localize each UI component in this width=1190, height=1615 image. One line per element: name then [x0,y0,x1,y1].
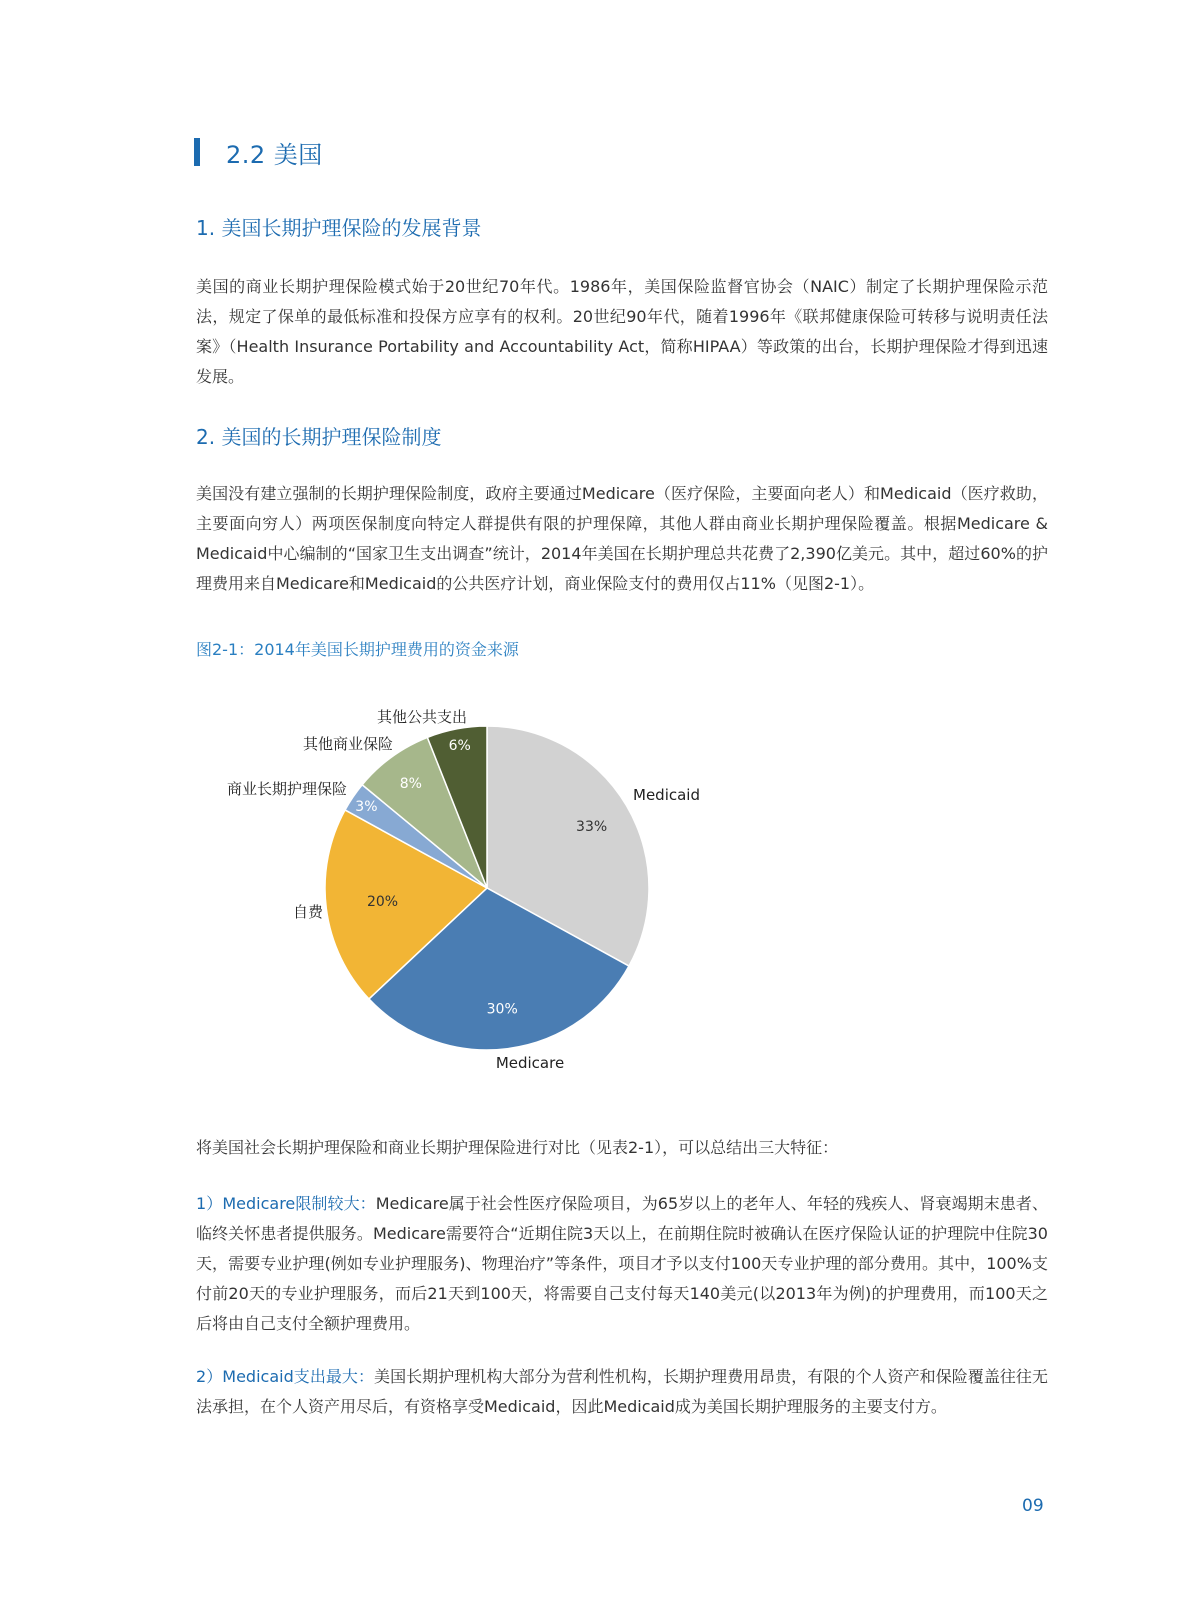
pie-category-label: 自费 [292,903,323,921]
pie-percent-label: 33% [576,819,608,836]
medicaid-spending-label: 2）Medicaid支出最大： [196,1367,375,1386]
pie-percent-label: 3% [355,799,378,815]
pie-category-label: Medicare [495,1054,565,1072]
heading-insurance-system: 2. 美国的长期护理保险制度 [196,425,442,449]
pie-percent-label: 20% [366,894,399,911]
pie-percent-label: 8% [399,776,422,793]
pie-category-label: Medicaid [633,786,700,804]
paragraph-insurance-system: 美国没有建立强制的长期护理保险制度，政府主要通过Medicare（医疗保险，主要面向老人）和Medicaid（医疗救助，主要面向穷人）两项医保制度向特定人群提供有限的护理保障，其他人群由商业长期护理保险覆盖。根据Medicare & Medicaid中心编制的“国家卫生支出调查”统计，2014年美国在长期护理总共花费了2,390亿美元。其中，超过60%的护理费用来自Medicare和Medicaid的公共医疗计划，商业保险支付的费用仅占11%（见图2-1）。 [196,484,1048,593]
pie-percent-label: 30% [486,1001,518,1018]
heading-development-background: 1. 美国长期护理保险的发展背景 [196,216,482,240]
paragraph-medicaid-spending [196,1362,1048,1422]
medicare-limits-text: Medicare属于社会性医疗保险项目，为65岁以上的老年人、年轻的残疾人、肾衰竭期末患者、临终关怀患者提供服务。Medicare需要符合“近期住院3天以上，在前期住院时被确认在医疗保险认证的护理院中住院30天，需要专业护理(例如专业护理服务)、物理治疗”等条件，项目才予以支付100天专业护理的部分费用。其中，100%支付前20天的专业护理服务，而后21天到100天，将需要自己支付每天140美元(以2013年为例)的护理费用，而100天之后将由自己支付全额护理费用。 [196,1194,1048,1333]
paragraph-comparison-intro: 将美国社会长期护理保险和商业长期护理保险进行对比（见表2-1），可以总结出三大特征： [196,1138,839,1157]
medicaid-spending-text: 美国长期护理机构大部分为营利性机构，长期护理费用昂贵，有限的个人资产和保险覆盖往往无法承担，在个人资产用尽后，有资格享受Medicaid，因此Medicaid成为美国长期护理服务的主要支付方。 [196,1367,1048,1416]
section-title: 2.2 美国 [226,140,323,169]
pie-category-label: 其他公共支出 [376,708,467,726]
page-number: 09 [1022,1496,1044,1516]
paragraph-medicare-limits [196,1189,1048,1339]
pie-category-label: 其他商业保险 [302,735,393,753]
medicare-limits-label: 1）Medicare限制较大： [196,1194,376,1213]
pie-percent-label: 6% [448,737,471,754]
paragraph-background: 美国的商业长期护理保险模式始于20世纪70年代。1986年，美国保险监督官协会（NAIC）制定了长期护理保险示范法，规定了保单的最低标准和投保方应享有的权利。20世纪90年代，随着1996年《联邦健康保险可转移与说明责任法案》（Health Insurance Portability and Accountability Act，简称HIPAA）等政策的出台，长期护理保险才得到迅速发展。 [196,277,1048,386]
pie-category-label: 商业长期护理保险 [226,780,347,798]
figure-caption: 图2-1：2014年美国长期护理费用的资金来源 [196,640,519,659]
